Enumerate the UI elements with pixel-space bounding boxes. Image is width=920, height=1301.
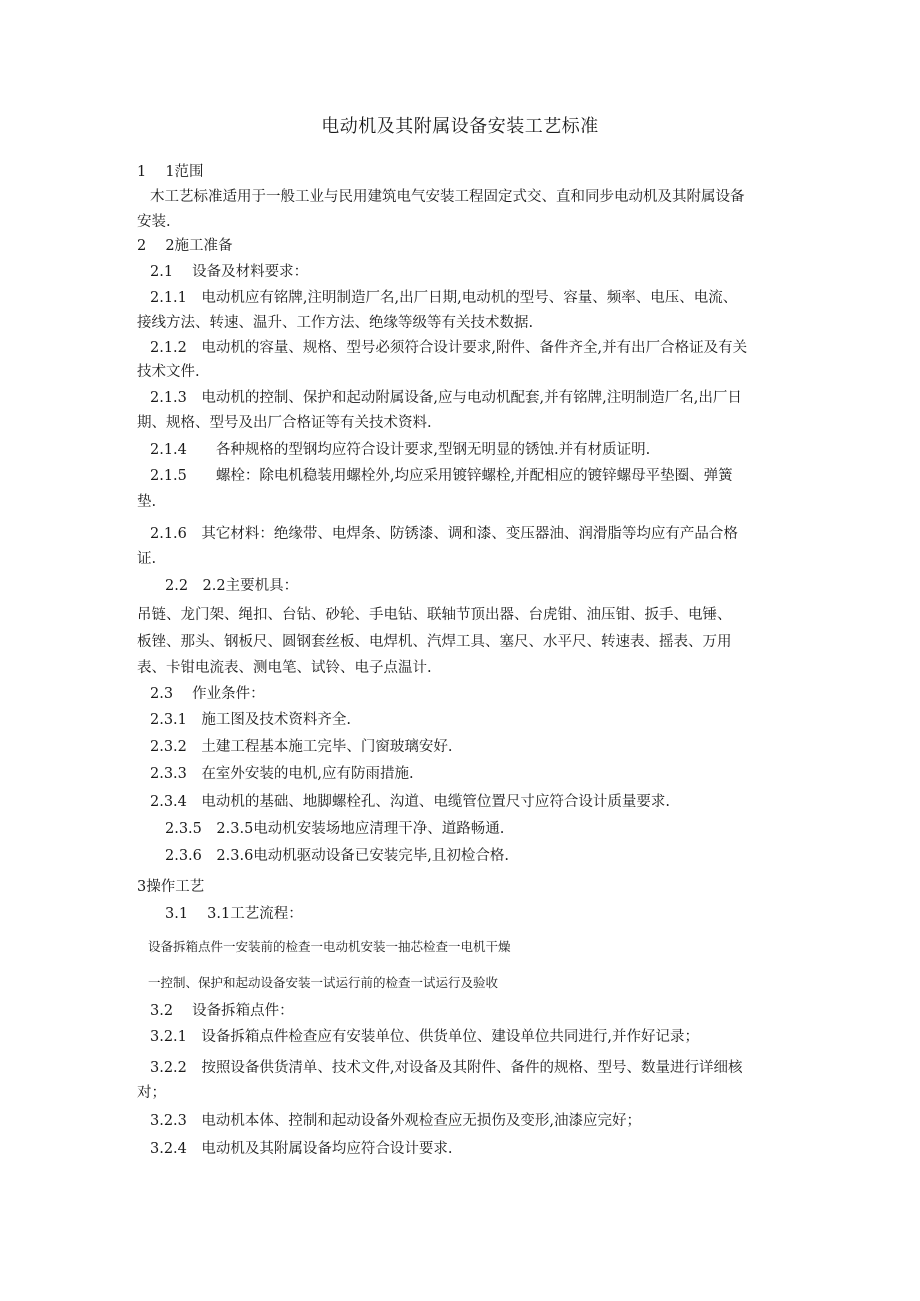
- paragraph-line: 3.2.4 电动机及其附属设备均应符合设计要求.: [150, 1141, 453, 1157]
- paragraph-line: 接线方法、转速、温升、工作方法、绝缘等级等有关技术数据.: [137, 315, 534, 331]
- paragraph-line: 3.2.3 电动机本体、控制和起动设备外观检查应无损伤及变形,油漆应完好；: [150, 1113, 642, 1129]
- section-2-heading: 2 2施工准备: [137, 238, 233, 254]
- paragraph-line: 技术文件.: [137, 364, 200, 380]
- paragraph-line: 2.3.4 电动机的基础、地脚螺栓孔、沟道、电缆管位置尺寸应符合设计质量要求.: [150, 794, 671, 810]
- subsection-heading: 3.2 设备拆箱点件：: [150, 1003, 294, 1019]
- process-flow-line: 一控制、保护和起动设备安装一试运行前的检查一试运行及验收: [148, 975, 499, 990]
- subsection-heading: 2.1 设备及材料要求：: [150, 264, 309, 280]
- paragraph-line: 2.1.2 电动机的容量、规格、型号必须符合设计要求,附件、备件齐全,并有出厂合格证及有关: [150, 340, 748, 356]
- document-title: 电动机及其附属设备安装工艺标准: [321, 116, 599, 137]
- paragraph-line: 垫.: [137, 494, 157, 510]
- paragraph-line: 吊链、龙门架、绳扣、台钻、砂轮、手电钻、联轴节顶出器、台虎钳、油压钳、扳手、电锤、: [137, 607, 732, 623]
- subsection-heading: 2.3 作业条件：: [150, 686, 265, 702]
- paragraph-line: 表、卡钳电流表、测电笔、试铃、电子点温计.: [137, 660, 432, 676]
- paragraph-line: 2.3.5 2.3.5电动机安装场地应清理干净、道路畅通.: [165, 821, 505, 837]
- paragraph-line: 对；: [137, 1085, 166, 1101]
- paragraph-line: 2.3.2 土建工程基本施工完毕、门窗玻璃安好.: [150, 739, 453, 755]
- section-3-heading: 3操作工艺: [137, 879, 205, 895]
- paragraph-line: 2.1.5 螺栓：除电机稳装用螺栓外,均应采用镀锌螺栓,并配相应的镀锌螺母平垫圈、弹簧: [150, 468, 733, 484]
- section-1-heading: 1 1范围: [137, 164, 204, 180]
- paragraph-line: 2.1.3 电动机的控制、保护和起动附属设备,应与电动机配套,并有铭牌,注明制造厂名,出厂日: [150, 390, 742, 406]
- subsection-heading: 3.1 3.1工艺流程：: [165, 906, 303, 922]
- paragraph-line: 2.1.1 电动机应有铭牌,注明制造厂名,出厂日期,电动机的型号、容量、频率、电压、电流、: [150, 290, 738, 306]
- paragraph-line: 2.1.6 其它材料：绝缘带、电焊条、防锈漆、调和漆、变压器油、润滑脂等均应有产品合格: [150, 526, 738, 542]
- paragraph-line: 2.3.6 2.3.6电动机驱动设备已安装完毕,且初检合格.: [165, 848, 510, 864]
- paragraph-line: 证.: [137, 551, 157, 567]
- paragraph-line: 安装.: [137, 214, 171, 230]
- paragraph-line: 板锉、那头、钢板尺、圆钢套丝板、电焊机、汽焊工具、塞尺、水平尺、转速表、摇表、万用: [137, 634, 732, 650]
- paragraph-line: 2.3.1 施工图及技术资料齐全.: [150, 712, 352, 728]
- paragraph-line: 2.3.3 在室外安装的电机,应有防雨措施.: [150, 766, 414, 782]
- process-flow-line: 设备拆箱点件一安装前的检查一电动机安装一抽芯检查一电机干燥: [148, 939, 511, 954]
- paragraph-line: 2.1.4 各种规格的型钢均应符合设计要求,型钢无明显的锈蚀.并有材质证明.: [150, 442, 651, 458]
- subsection-heading: 2.2 2.2主要机具：: [165, 578, 299, 594]
- paragraph-line: 3.2.2 按照设备供货清单、技术文件,对设备及其附件、备件的规格、型号、数量进行详细核: [150, 1060, 743, 1076]
- paragraph-line: 3.2.1 设备拆箱点件检查应有安装单位、供货单位、建设单位共同进行,并作好记录；: [150, 1029, 700, 1045]
- paragraph-line: 期、规格、型号及出厂合格证等有关技术资料.: [137, 415, 432, 431]
- paragraph-line: 木工艺标准适用于一般工业与民用建筑电气安装工程固定式交、直和同步电动机及其附属设备: [150, 189, 745, 205]
